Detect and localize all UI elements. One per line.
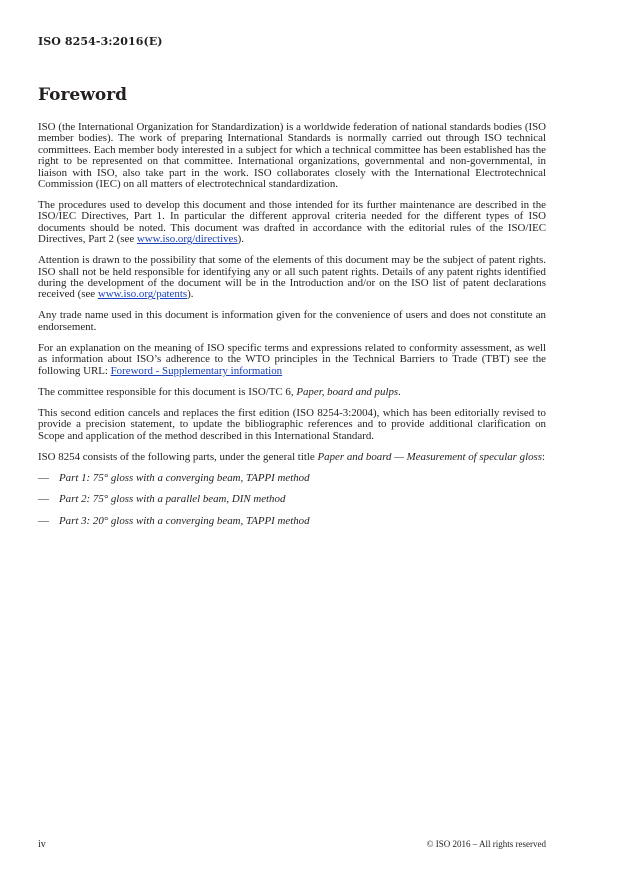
page-number: iv <box>38 839 46 850</box>
general-title: Paper and board — Measurement of specular gloss <box>317 450 543 463</box>
paragraph-committee-text: The committee responsible for this document is ISO/TC 6, <box>38 385 297 398</box>
dash-bullet: — <box>38 493 49 506</box>
list-item <box>38 516 546 527</box>
paragraph-patents-text: Attention is drawn to the possibility that some of the elements of this document may be the subject of patent rights. ISO shall not be held responsible for identifying any or all such patent rights. Details of any patent rights identified during the development of the document will be in the Introduction and/or on the ISO list of patent declarations received (see <box>38 254 546 301</box>
parts-list <box>38 473 546 528</box>
paragraph-patents <box>38 255 546 301</box>
list-item <box>38 473 546 484</box>
document-identifier: ISO 8254-3:2016(E) <box>38 35 163 48</box>
paragraph-procedures <box>38 200 546 246</box>
paragraph-patents-end: ). <box>187 288 194 301</box>
part-label: Part 1: 75° gloss with a converging beam, TAPPI method <box>59 471 310 484</box>
dash-bullet: — <box>38 471 49 484</box>
paragraph-conformity-text: For an explanation on the meaning of ISO specific terms and expressions related to conformity assessment, as well as information about ISO’s adherence to the WTO principles in the Technical Barriers to Trade (TBT) see the following URL: <box>38 341 546 377</box>
paragraph-parts-end: : <box>542 450 546 463</box>
list-item <box>38 494 546 505</box>
section-title: Foreword <box>38 85 128 105</box>
paragraph-committee-end: . <box>398 385 401 398</box>
copyright-notice: © ISO 2016 – All rights reserved <box>426 839 546 849</box>
paragraph-parts-intro <box>38 452 546 463</box>
foreword-body <box>38 122 546 538</box>
dash-bullet: — <box>38 515 49 528</box>
directives-link[interactable]: www.iso.org/directives <box>136 233 238 246</box>
paragraph-procedures-text: The procedures used to develop this document and those intended for its further maintenance are described in the ISO/IEC Directives, Part 1. In particular the different approval criteria needed for the different types of ISO documents should be noted. This document was drafted in accordance with the editorial rules of the ISO/IEC Directives, Part 2 (see <box>38 199 546 246</box>
supplementary-info-link[interactable]: Foreword - Supplementary information <box>110 364 283 377</box>
paragraph-committee <box>38 387 546 398</box>
paragraph-procedures-end: ). <box>237 233 244 246</box>
paragraph-edition: This second edition cancels and replaces the first edition (ISO 8254-3:2004), which has been editorially revised to provide a precision statement, to update the bibliographic references and to provide additional clarification on Scope and application of the method described in this International Standard. <box>38 406 546 442</box>
paragraph-conformity <box>38 343 546 377</box>
part-label: Part 3: 20° gloss with a converging beam, TAPPI method <box>59 515 310 528</box>
patents-link[interactable]: www.iso.org/patents <box>97 288 188 301</box>
part-label: Part 2: 75° gloss with a parallel beam, DIN method <box>59 493 286 506</box>
paragraph-trade-name: Any trade name used in this document is information given for the convenience of users and does not constitute an endorsement. <box>38 309 546 333</box>
paragraph-parts-text: ISO 8254 consists of the following parts, under the general title <box>38 450 318 463</box>
paragraph-iso-intro: ISO (the International Organization for Standardization) is a worldwide federation of national standards bodies (ISO member bodies). The work of preparing International Standards is normally carried out through ISO technical committees. Each member body interested in a subject for which a technical committee has been established has the right to be represented on that committee. International organizations, governmental and non-governmental, in liaison with ISO, also take part in the work. ISO collaborates closely with the International Electrotechnical Commission (IEC) on all matters of electrotechnical standardization. <box>38 121 546 191</box>
committee-name: Paper, board and pulps <box>296 385 399 398</box>
